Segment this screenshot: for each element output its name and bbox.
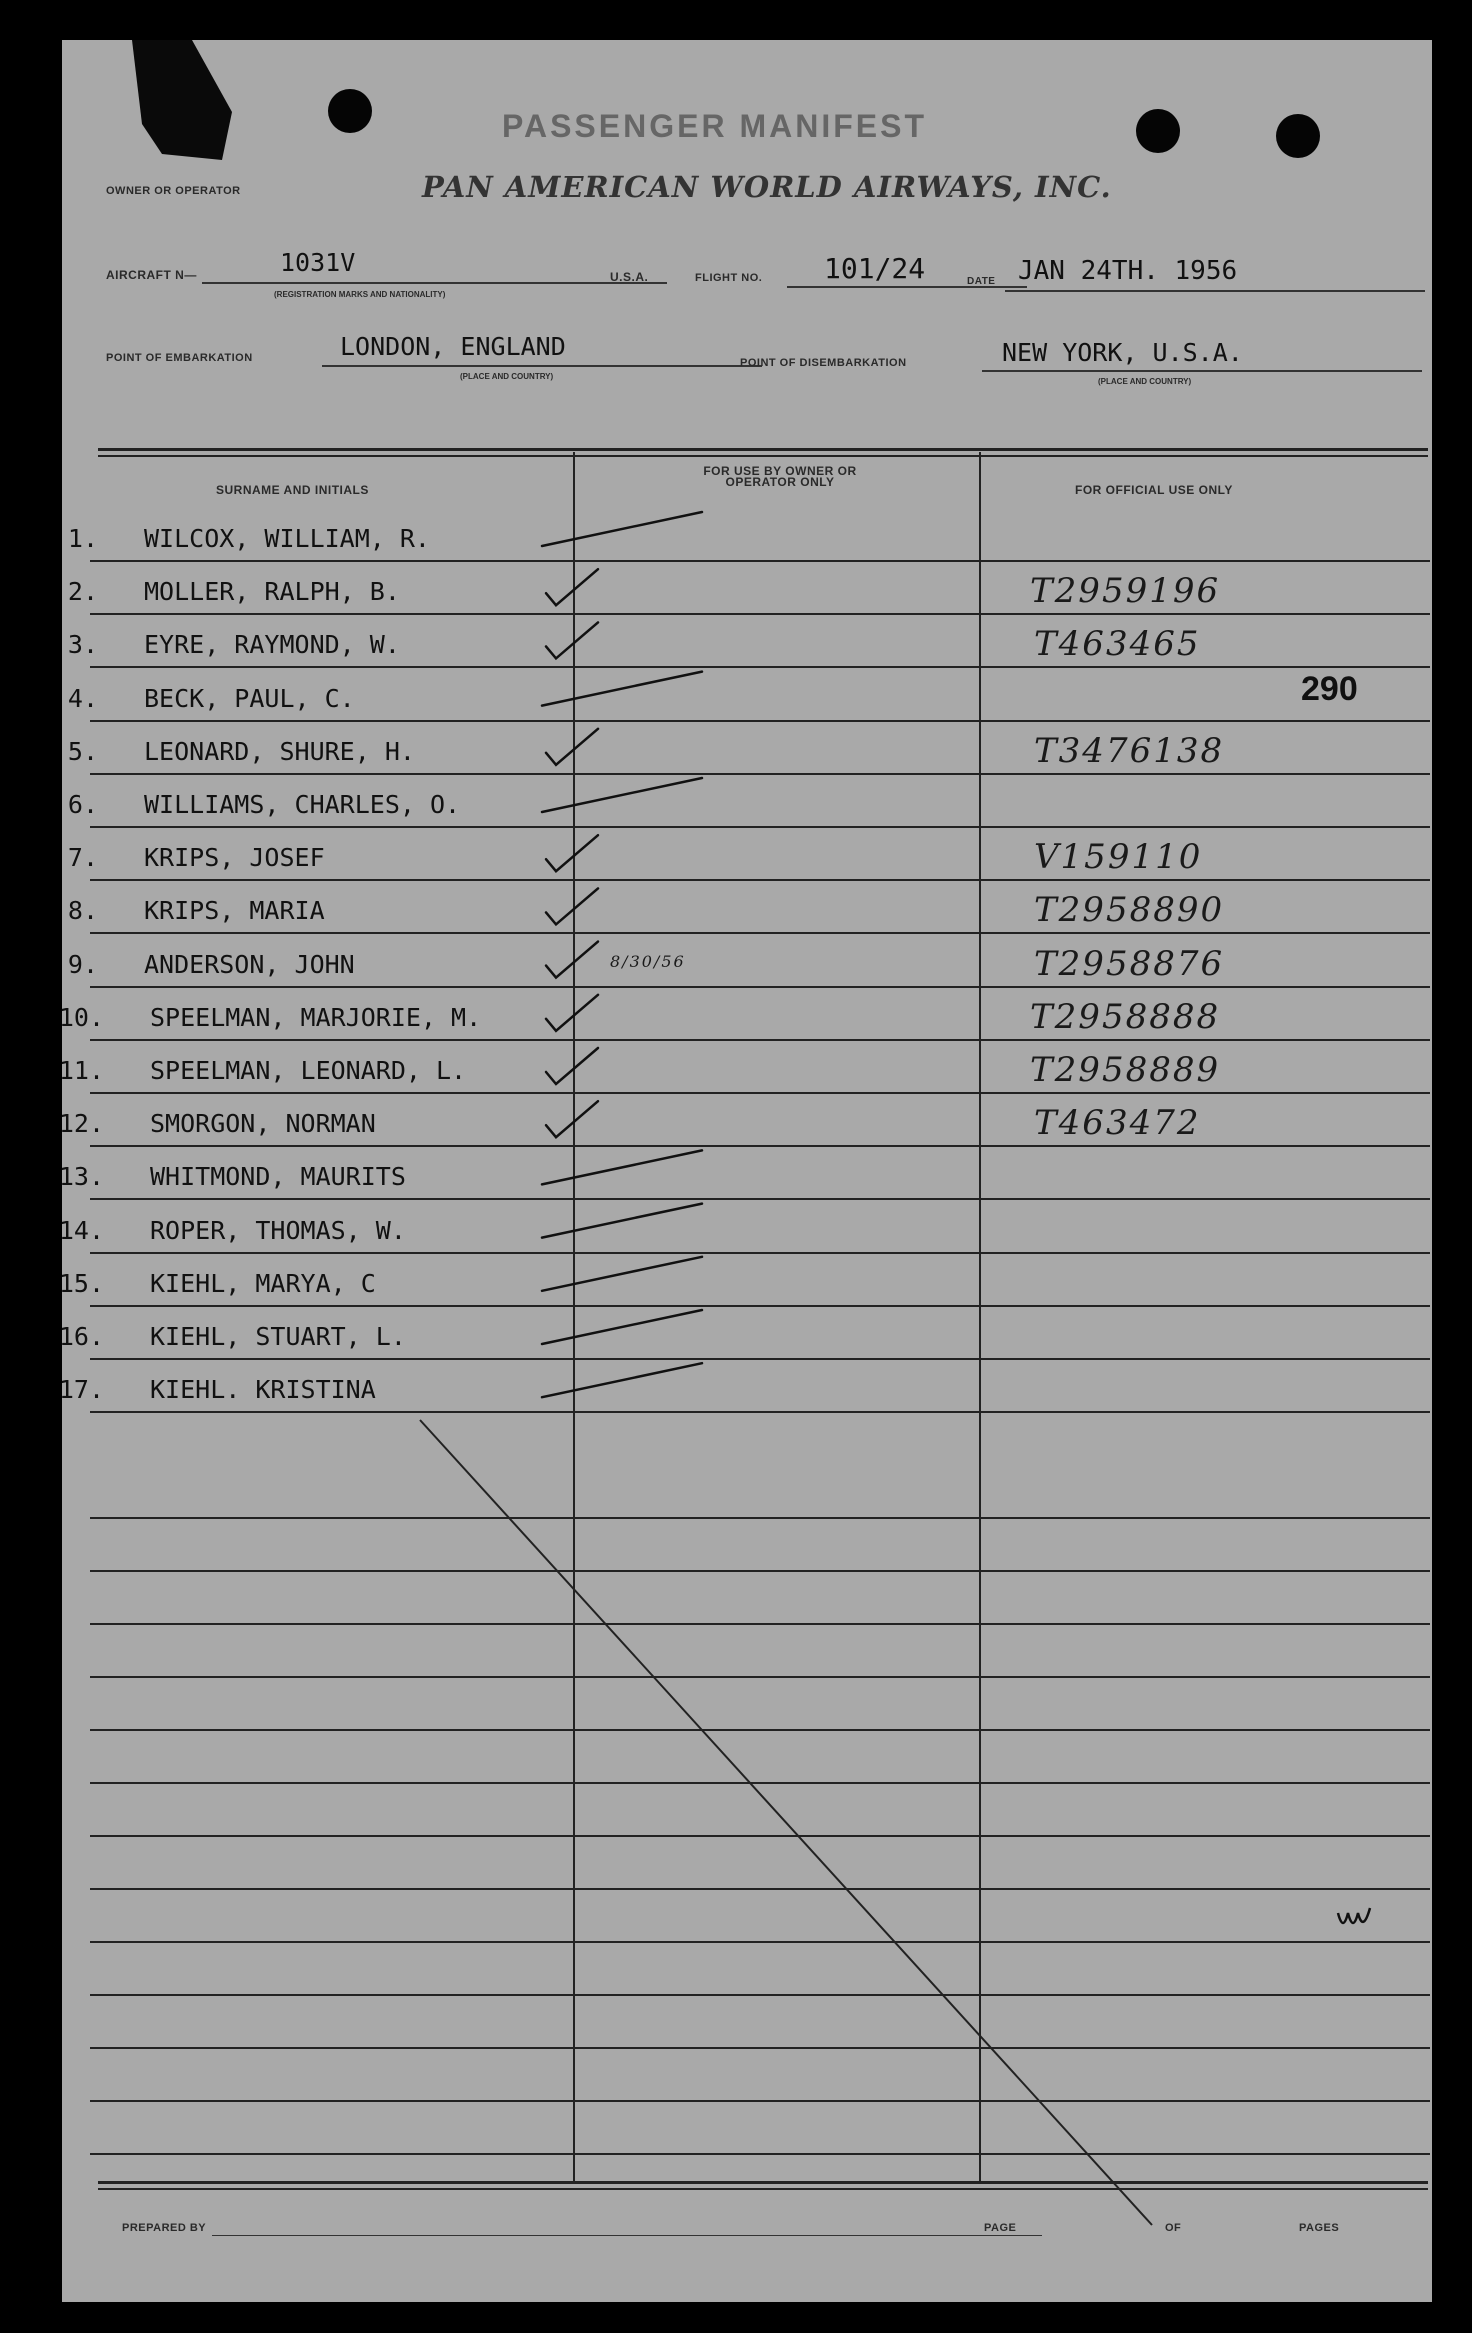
row-number: 16. [58, 1322, 104, 1351]
passenger-name: WILCOX, WILLIAM, R. [144, 524, 430, 553]
operator-name: PAN AMERICAN WORLD AIRWAYS, INC. [422, 170, 1112, 204]
passenger-name: WHITMOND, MAURITS [150, 1162, 406, 1192]
passenger-name: KIEHL, STUART, L. [150, 1322, 406, 1351]
page-label: PAGE [984, 2222, 1017, 2234]
pages-label: PAGES [1299, 2222, 1340, 2234]
check-mark [542, 512, 702, 546]
passenger-name: SMORGON, NORMAN [150, 1109, 376, 1139]
row-number: 15. [58, 1268, 104, 1298]
check-mark [542, 1204, 702, 1238]
row-number: 2. [67, 577, 98, 607]
row-number: 1. [67, 524, 98, 553]
check-mark [546, 835, 598, 871]
disembark-place-note: (PLACE AND COUNTRY) [1098, 377, 1192, 386]
row-number: 9. [67, 949, 98, 979]
official-number: V159110 [1034, 837, 1203, 878]
check-mark [546, 1101, 598, 1137]
passenger-name: KRIPS, JOSEF [144, 843, 325, 873]
check-mark [542, 672, 702, 706]
official-number: T3476138 [1034, 730, 1225, 771]
form-title: PASSENGER MANIFEST [502, 108, 927, 144]
check-mark [546, 942, 598, 978]
check-mark [542, 1150, 702, 1184]
passenger-name: KIEHL. KRISTINA [150, 1375, 376, 1405]
disembark-label: POINT OF DISEMBARKATION [740, 357, 907, 369]
check-mark [546, 1048, 598, 1084]
embark-place-note: (PLACE AND COUNTRY) [460, 372, 554, 381]
row-number: 4. [67, 683, 98, 713]
row-number: 8. [67, 896, 98, 926]
row-number: 13. [58, 1162, 104, 1192]
row-number: 3. [67, 630, 98, 660]
check-mark [546, 888, 598, 924]
passenger-name: BECK, PAUL, C. [144, 683, 355, 713]
passenger-name: ROPER, THOMAS, W. [150, 1215, 406, 1245]
check-mark [546, 995, 598, 1031]
nationality: U.S.A. [610, 270, 649, 284]
disembark-value: NEW YORK, U.S.A. [1002, 338, 1243, 367]
check-mark [546, 622, 598, 658]
initials-scribble [1338, 1908, 1370, 1923]
row-number: 10. [58, 1002, 104, 1032]
check-mark [546, 569, 598, 605]
flight-label: FLIGHT NO. [695, 272, 763, 284]
manifest-sheet [58, 40, 1432, 2302]
official-number: T2958890 [1034, 890, 1225, 931]
row-number: 5. [67, 736, 98, 766]
flight-value: 101/24 [824, 252, 926, 285]
check-mark [542, 1257, 702, 1291]
row-number: 12. [58, 1109, 104, 1139]
check-mark [546, 729, 598, 765]
official-number: T2959196 [1030, 571, 1221, 612]
check-mark [542, 778, 702, 812]
aircraft-label: AIRCRAFT N— [106, 268, 197, 282]
passenger-name: MOLLER, RALPH, B. [144, 577, 400, 607]
check-mark [542, 1363, 702, 1397]
passenger-name: EYRE, RAYMOND, W. [144, 630, 400, 660]
owner-note: 8/30/56 [610, 951, 686, 971]
registration-note: (REGISTRATION MARKS AND NATIONALITY) [274, 290, 446, 299]
passenger-name: KRIPS, MARIA [144, 896, 325, 926]
aircraft-value: 1031V [280, 248, 356, 277]
passenger-name: SPEELMAN, MARJORIE, M. [150, 1002, 482, 1032]
date-value: JAN 24TH. 1956 [1018, 256, 1238, 286]
void-diagonal-line [420, 1420, 1152, 2225]
embark-value: LONDON, ENGLAND [340, 332, 566, 361]
col-owner-header: FOR USE BY OWNER OR OPERATOR ONLY [703, 464, 857, 489]
handwriting-overlay [62, 40, 1432, 2302]
row-number: 11. [58, 1056, 104, 1085]
official-number: T2958876 [1034, 943, 1225, 984]
embark-label: POINT OF EMBARKATION [106, 352, 253, 364]
official-number: T463465 [1034, 624, 1201, 665]
stamp-number: 290 [1301, 670, 1358, 708]
prepared-by-label: PREPARED BY [122, 2222, 207, 2234]
date-label: DATE [967, 276, 996, 287]
owner-label: OWNER OR OPERATOR [106, 185, 241, 197]
of-label: OF [1165, 2222, 1182, 2234]
col-surname-header: SURNAME AND INITIALS [216, 483, 369, 497]
official-number: T2958888 [1030, 996, 1221, 1037]
row-number: 17. [58, 1375, 104, 1405]
official-number: T2958889 [1030, 1050, 1221, 1090]
passenger-name: ANDERSON, JOHN [144, 949, 355, 979]
col-official-header: FOR OFFICIAL USE ONLY [1075, 483, 1233, 497]
passenger-name: SPEELMAN, LEONARD, L. [150, 1056, 467, 1085]
row-number: 7. [67, 843, 98, 873]
official-number: T463472 [1034, 1103, 1201, 1144]
row-number: 14. [58, 1215, 104, 1245]
passenger-name: LEONARD, SHURE, H. [144, 736, 415, 766]
check-mark [542, 1310, 702, 1344]
row-number: 6. [67, 790, 98, 819]
passenger-name: WILLIAMS, CHARLES, O. [144, 790, 461, 819]
passenger-name: KIEHL, MARYA, C [150, 1268, 376, 1298]
